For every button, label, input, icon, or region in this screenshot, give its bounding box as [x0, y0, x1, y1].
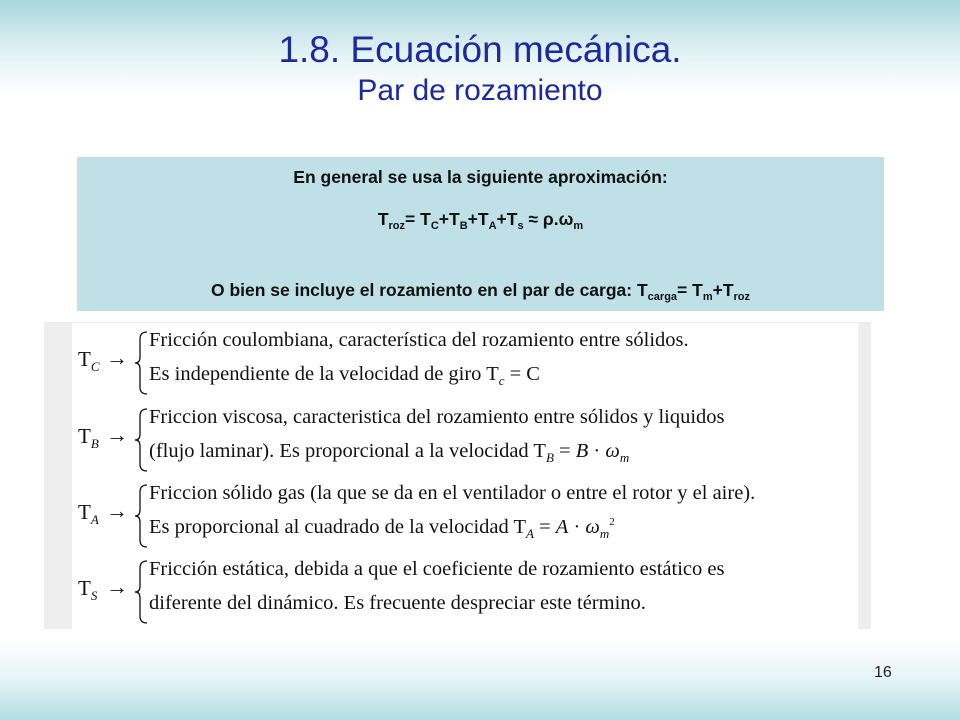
brace-icon	[134, 484, 148, 548]
static-description-2: diferente del dinámico. Es frecuente despreciar este término.	[149, 592, 646, 614]
symbol-ts: $T_S$	[78, 576, 98, 603]
symbol-ta: $T_A$	[78, 500, 99, 527]
static-description-1: Fricción estática, debida a que el coeficiente de rozamiento estático es	[149, 558, 725, 580]
arrow-icon: →	[106, 422, 128, 447]
friction-types-panel	[72, 323, 858, 629]
friction-group-viscous	[72, 402, 858, 478]
load-torque-note	[77, 280, 884, 301]
arrow-icon: →	[106, 345, 128, 370]
coulomb-description: Fricción coulombiana, característica del rozamiento entre sólidos.	[149, 329, 689, 351]
coulomb-formula-line: Es independiente de la velocidad de giro $T_c = C$	[149, 363, 540, 388]
viscous-description: Friccion viscosa, caracteristica del rozamiento entre sólidos y liquidos	[149, 406, 725, 428]
arrow-icon: →	[106, 498, 128, 523]
symbol-tb: $T_B$	[78, 424, 99, 451]
brace-icon	[134, 408, 148, 472]
friction-group-static	[72, 554, 858, 630]
gas-description: Friccion sólido gas (la que se da en el ventilador o entre el rotor y el aire).	[149, 482, 756, 504]
title-line-1: 1.8. Ecuación mecánica.	[278, 29, 682, 70]
note-formula: $T_{carga}= T_m+T_{roz}$	[636, 280, 751, 303]
symbol-tc: $T_C$	[78, 347, 100, 374]
slide-title	[0, 28, 960, 110]
approximation-box	[77, 157, 884, 311]
friction-group-gas	[72, 478, 858, 554]
page-number: 16	[874, 664, 892, 681]
arrow-icon: →	[106, 574, 128, 599]
approximation-formula	[77, 209, 884, 230]
viscous-formula-line: (flujo laminar). Es proporcional a la velocidad $T_B = B \cdot \omega_m$	[149, 440, 630, 465]
approximation-heading: En general se usa la siguiente aproximación:	[293, 167, 668, 187]
brace-icon	[134, 331, 148, 395]
friction-group-coulomb	[72, 325, 858, 401]
title-line-2: Par de rozamiento	[357, 74, 603, 107]
gas-formula-line: Es proporcional al cuadrado de la velocidad $T_A = A \cdot \omega_m^2$	[149, 516, 615, 541]
formula-text: $T_{roz}= T_C+T_B+T_A+T_s \approx \rho.\omega_m$	[377, 209, 584, 232]
note-text: O bien se incluye el rozamiento en el par de carga:	[210, 280, 637, 300]
brace-icon	[134, 560, 148, 624]
